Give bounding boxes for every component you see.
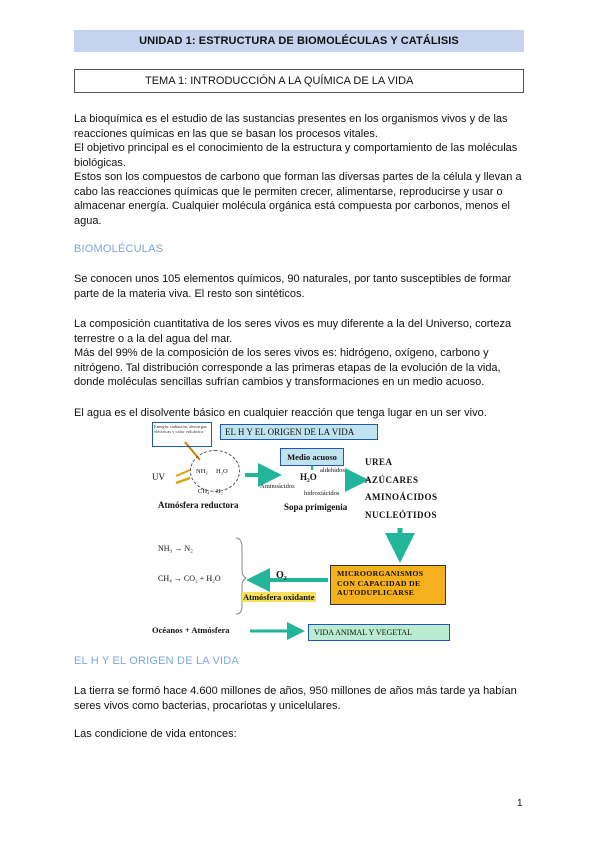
oxidizing-atmosphere-label: Atmósfera oxidante	[243, 592, 315, 602]
brace	[236, 538, 246, 614]
cloud-h2o: H₂O	[216, 468, 228, 475]
primordial-soup-label: Sopa primigenia	[284, 502, 348, 512]
origin-paragraph-2: Las condicione de vida entonces:	[74, 728, 237, 740]
aldehydes-label: aldehídos	[320, 467, 345, 474]
unit-title: UNIDAD 1: ESTRUCTURA DE BIOMOLÉCULAS Y CATÁLISIS	[139, 35, 459, 47]
bio-paragraph-4: El agua es el disolvente básico en cualquier reacción que tenga lugar en un ser vivo.	[74, 407, 487, 419]
microorganisms-box: MICROORGANISMOS CON CAPACIDAD DE AUTODUPLICARSE	[330, 565, 446, 605]
list-item: AZÚCARES	[365, 474, 419, 485]
bio-paragraph-1: Se conocen unos 105 elementos químicos, 90 naturales, por tanto susceptibles de formar parte de la materia viva. El resto son sintéticos.	[74, 273, 512, 300]
water-label: H₂O	[300, 472, 317, 482]
topic-title: TEMA 1: INTRODUCCIÓN A LA QUÍMICA DE LA VIDA	[145, 75, 414, 87]
animal-plant-life-box: VIDA ANIMAL Y VEGETAL	[308, 624, 450, 641]
oceans-label: Océanos + Atmósfera	[152, 625, 230, 635]
page-number: 1	[517, 798, 523, 809]
origin-of-life-diagram	[150, 420, 460, 645]
section-heading-biomoleculas: BIOMOLÉCULAS	[74, 243, 164, 255]
molecule-list	[365, 454, 438, 524]
list-item: AMINOÁCIDOS	[365, 492, 438, 502]
diagram-title-box: EL H Y EL ORIGEN DE LA VIDA	[220, 424, 378, 440]
intro-paragraph-1: La bioquímica es el estudio de las sustancias presentes en los organismos vivos y de las reacciones químicas en las que se basan los procesos vitales.	[74, 113, 508, 140]
bio-paragraph-3: Más del 99% de la composición de los seres vivos es: hidrógeno, oxígeno, carbono y nitrógeno. Tal distribución corresponde a las primeras etapas de la evolución de la vida, donde moléculas sencillas sufrían cambios y transformaciones en un medio acuoso.	[74, 347, 501, 389]
energy-note: Energía: radiación, descargas eléctricas y calor volcánico	[152, 422, 212, 447]
reducing-atmosphere-label: Atmósfera reductora	[158, 500, 239, 510]
list-item: UREA	[365, 457, 393, 467]
nh3-to-n2: NH₃ → N₂	[158, 544, 193, 553]
cloud-h2: H₂	[216, 488, 223, 495]
amino-acids-small-label: Aminoácidos	[260, 483, 295, 490]
list-item: NUCLEÓTIDOS	[365, 509, 438, 520]
intro-paragraph-3: Estos son los compuestos de carbono que forman las diversas partes de la célula y llevan a cabo las reacciones químicas que le permiten crecer, alimentarse, reproducirse y usar o almacenar energía. Cualquier molécula orgánica está compuesta por carbonos, menos el agua.	[74, 171, 522, 227]
ch4-to-co2: CH₄ → CO₂ + H₂O	[158, 574, 221, 583]
topic-box	[74, 69, 524, 93]
origin-paragraph-1: La tierra se formó hace 4.600 millones de años, 950 millones de años más tarde ya habían seres vivos como bacterias, procariotas y unicelulares.	[74, 685, 517, 712]
section-heading-origen: EL H Y EL ORIGEN DE LA VIDA	[74, 655, 239, 667]
uv-arrow	[176, 478, 190, 483]
aqueous-medium-box: Medio acuoso	[280, 448, 344, 466]
unit-header	[74, 30, 524, 52]
intro-paragraph-2: El objetivo principal es el conocimiento de la estructura y comportamiento de las moléculas biológicas.	[74, 142, 518, 169]
hydroxyacids-label: hidroxiácidos	[304, 490, 340, 497]
uv-label: UV	[152, 472, 165, 482]
oxygen-label: O₂	[276, 570, 287, 581]
cloud-ch4: CH₄	[198, 488, 210, 495]
bio-paragraph-2: La composición cuantitativa de los seres vivos es muy diferente a la del Universo, corteza terrestre o a la del agua del mar.	[74, 318, 512, 345]
cloud-nh3: NH₃	[196, 468, 208, 475]
